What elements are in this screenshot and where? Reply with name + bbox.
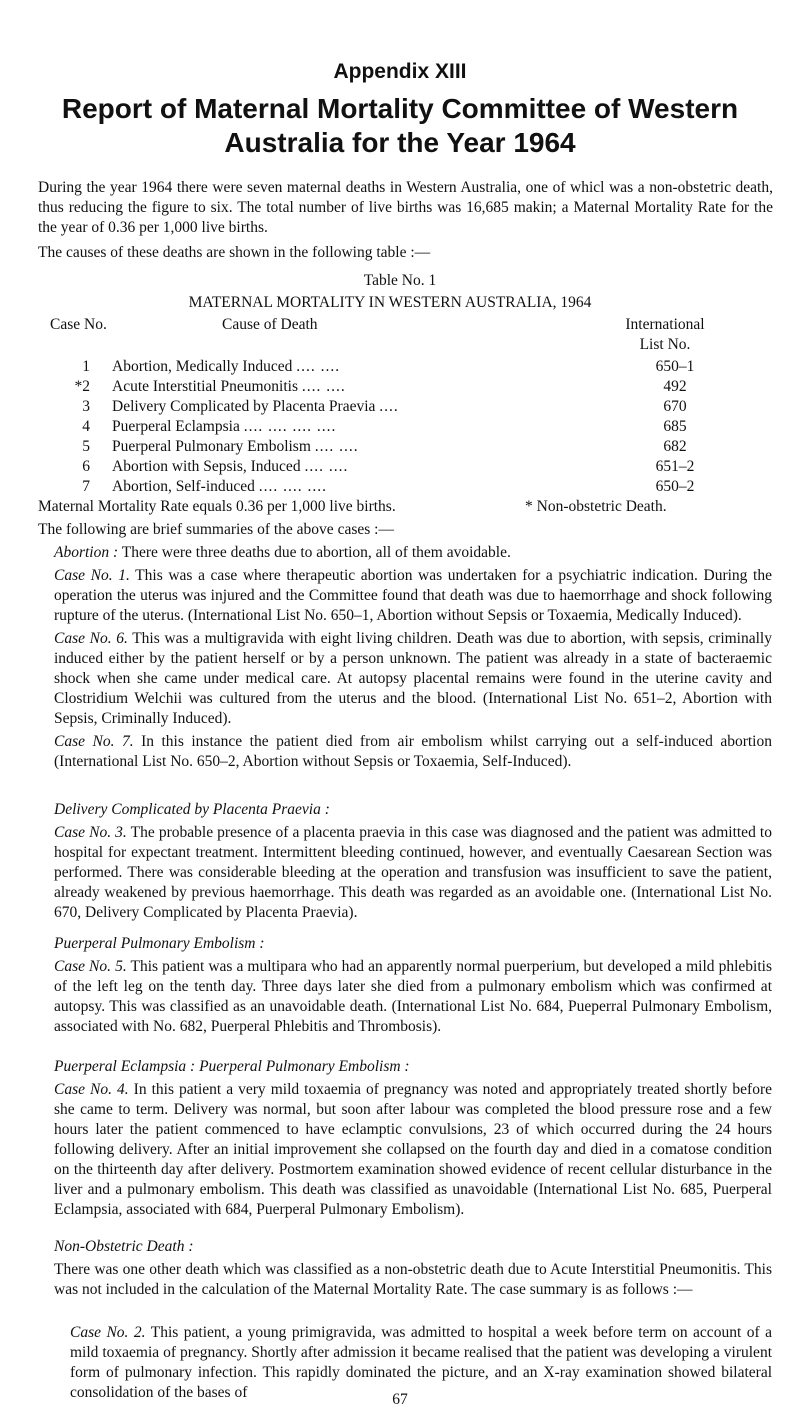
abortion-paragraph <box>54 543 772 563</box>
abortion-section <box>54 543 772 772</box>
list-number: 682 <box>663 438 687 455</box>
cause-text: Abortion with Sepsis, Induced <box>112 458 301 475</box>
cause-of-death <box>112 397 399 417</box>
table-row <box>0 397 800 417</box>
case-number: 3 <box>82 398 90 415</box>
case-5-paragraph <box>54 957 772 1037</box>
leader-dots: .... .... .... .... <box>243 418 337 435</box>
cause-text: Abortion, Self-induced <box>112 478 255 495</box>
case-3-label: Case No. 3. <box>54 824 127 841</box>
eclampsia-heading: Puerperal Eclampsia : Puerperal Pulmonary Embolism : <box>54 1058 410 1075</box>
list-number: 670 <box>663 398 687 415</box>
list-number: 650–2 <box>655 478 695 495</box>
table-footer-rate: Maternal Mortality Rate equals 0.36 per 1,000 live births. <box>38 498 396 515</box>
cause-of-death <box>112 377 346 397</box>
case-number: 5 <box>82 438 90 455</box>
leader-dots: .... .... .... <box>258 478 328 495</box>
leader-dots: .... .... <box>304 458 349 475</box>
case-1-label: Case No. 1. <box>54 567 130 584</box>
case-3-paragraph <box>54 823 772 923</box>
cause-text: Puerperal Eclampsia <box>112 418 240 435</box>
case-number: 7 <box>82 478 90 495</box>
table-header-row-2 <box>0 335 800 355</box>
case-5-text: This patient was a multipara who had an apparently normal puerperium, but developed a mild phlebitis of the left leg on the tenth day. Three days later she died from a pulmonary embolism which was confirmed at autopsy. This was classified as an unavoidable death. (International List No. 684, Pueperral Pulmonary Embolism, associated with No. 682, Puerperal Phlebitis and Thrombosis). <box>54 958 772 1035</box>
leader-dots: .... .... <box>301 378 346 395</box>
cause-text: Acute Interstitial Pneumonitis <box>112 378 298 395</box>
placenta-section <box>54 800 772 923</box>
case-7-label: Case No. 7. <box>54 733 134 750</box>
intro-text: During the year 1964 there were seven maternal deaths in Western Australia, one of whicl was a non-obstetric death, thus reducing the figure to six. The total number of live births was 16,685 makin; a Maternal Mortality Rate for the the year of 0.36 per 1,000 live births. <box>38 179 773 236</box>
case-number: *2 <box>74 378 90 395</box>
table-row <box>0 477 800 497</box>
non-obstetric-section <box>54 1237 772 1300</box>
col-cause-header: Cause of Death <box>222 316 318 333</box>
causes-intro <box>38 243 773 263</box>
causes-intro-text: The causes of these deaths are shown in the following table :— <box>38 244 431 261</box>
table-row <box>0 437 800 457</box>
case-6-label: Case No. 6. <box>54 630 128 647</box>
summaries-intro <box>38 520 773 540</box>
embolism-section <box>54 934 772 1037</box>
cause-of-death <box>112 437 359 457</box>
embolism-heading: Puerperal Pulmonary Embolism : <box>54 935 265 952</box>
cause-text: Delivery Complicated by Placenta Praevia <box>112 398 376 415</box>
abortion-text: There were three deaths due to abortion, all of them avoidable. <box>121 544 511 561</box>
case-1-paragraph <box>54 566 772 626</box>
non-obstetric-heading: Non-Obstetric Death : <box>54 1238 194 1255</box>
leader-dots: .... .... <box>296 358 341 375</box>
table-footer-note: * Non-obstetric Death. <box>525 498 667 515</box>
list-number: 651–2 <box>655 458 695 475</box>
table-row <box>0 417 800 437</box>
table-header-row <box>0 315 800 335</box>
report-title-line-1: Report of Maternal Mortality Committee of Western <box>61 93 739 124</box>
table-caption: Table No. 1 <box>363 272 437 289</box>
table-row <box>0 357 800 377</box>
list-number: 492 <box>663 378 687 395</box>
placenta-heading: Delivery Complicated by Placenta Praevia : <box>54 801 330 818</box>
summaries-intro-text: The following are brief summaries of the above cases :— <box>38 521 394 538</box>
col-list-header-1: International <box>625 316 705 333</box>
intro-paragraph <box>38 178 773 238</box>
case-4-paragraph <box>54 1080 772 1220</box>
report-title <box>20 92 780 160</box>
col-case-header: Case No. <box>50 316 107 333</box>
case-7-text: In this instance the patient died from air embolism whilst carrying out a self-induced abortion (International List No. 650–2, Abortion without Sepsis or Toxaemia, Self-Induced). <box>54 733 772 770</box>
case-5-label: Case No. 5. <box>54 958 127 975</box>
case-1-text: This was a case where therapeutic abortion was undertaken for a psychiatric indication. During the operation the uterus was injured and the Committee found that death was due to haemorrhage and shock following rupture of the uterus. (International List No. 650–1, Abortion without Sepsis or Toxaemia, Medically Induced). <box>54 567 772 624</box>
leader-dots: .... <box>379 398 399 415</box>
case-2-text: This patient, a young primigravida, was admitted to hospital a week before term on account of a mild toxaemia of pregnancy. Shortly after admission it became realised that the patient was developing a virulent form of pulmonary infection. This rapidly dominated the picture, and an X-ray examination showed bilateral consolidation of the bases of <box>70 1324 772 1401</box>
list-number: 685 <box>663 418 687 435</box>
table-footer-row <box>0 497 800 517</box>
eclampsia-section <box>54 1057 772 1220</box>
table-heading: MATERNAL MORTALITY IN WESTERN AUSTRALIA, 1964 <box>188 294 592 311</box>
list-number: 650–1 <box>655 358 695 375</box>
non-obstetric-text: There was one other death which was classified as a non-obstetric death due to Acute Interstitial Pneumonitis. This was not included in the calculation of the Maternal Mortality Rate. The case summary is as follows :— <box>54 1261 772 1298</box>
cause-of-death <box>112 357 340 377</box>
case-number: 4 <box>82 418 90 435</box>
appendix-heading: Appendix XIII <box>333 60 467 83</box>
report-title-line-2: Australia for the Year 1964 <box>224 127 576 158</box>
leader-dots: .... .... <box>314 438 359 455</box>
case-7-paragraph <box>54 732 772 772</box>
abortion-heading: Abortion : <box>54 544 119 561</box>
case-6-paragraph <box>54 629 772 729</box>
case-3-text: The probable presence of a placenta praevia in this case was diagnosed and the patient was admitted to hospital for expectant treatment. Intermittent bleeding continued, however, and eventually Caesarean Section was performed. There was considerable bleeding at the operation and transfusion was insufficient to save the patient, already weakened by previous haemorrhage. This death was regarded as an avoidable one. (International List No. 670, Delivery Complicated by Placenta Praevia). <box>54 824 772 921</box>
cause-of-death <box>112 417 336 437</box>
page-number: 67 <box>392 1391 408 1408</box>
case-number: 6 <box>82 458 90 475</box>
case-6-text: This was a multigravida with eight living children. Death was due to abortion, with sepsis, criminally induced either by the patient herself or by a person unknown. The patient was already in a state of bacteraemic shock when she came under medical care. At autopsy placental remains were found in the uterine cavity and Clostridium Welchii was cultured from the uterus and the blood. (International List No. 651–2, Abortion with Sepsis, Criminally Induced). <box>54 630 772 727</box>
table-row <box>0 457 800 477</box>
case-4-text: In this patient a very mild toxaemia of pregnancy was noted and appropriately treated shortly before she came to term. Delivery was normal, but soon after labour was completed the blood pressure rose and a few hours later the patient commenced to have eclamptic convulsions, 23 of which occurred during the 24 hours following delivery. After an initial improvement she collapsed on the fourth day and died in a comatose condition on the thirteenth day after delivery. Postmortem examination showed evidence of recent cellular disturbance in the liver and a pulmonary embolism. This death was classified as unavoidable (International List No. 685, Puerperal Eclampsia, associated with 684, Puerperal Pulmonary Embolism). <box>54 1081 772 1218</box>
case-4-label: Case No. 4. <box>54 1081 129 1098</box>
cause-of-death <box>112 457 348 477</box>
cause-text: Abortion, Medically Induced <box>112 358 293 375</box>
cause-text: Puerperal Pulmonary Embolism <box>112 438 311 455</box>
col-list-header-2: List No. <box>639 336 691 353</box>
case-2-label: Case No. 2. <box>70 1324 146 1341</box>
case-number: 1 <box>82 358 90 375</box>
cause-of-death <box>112 477 327 497</box>
table-row <box>0 377 800 397</box>
